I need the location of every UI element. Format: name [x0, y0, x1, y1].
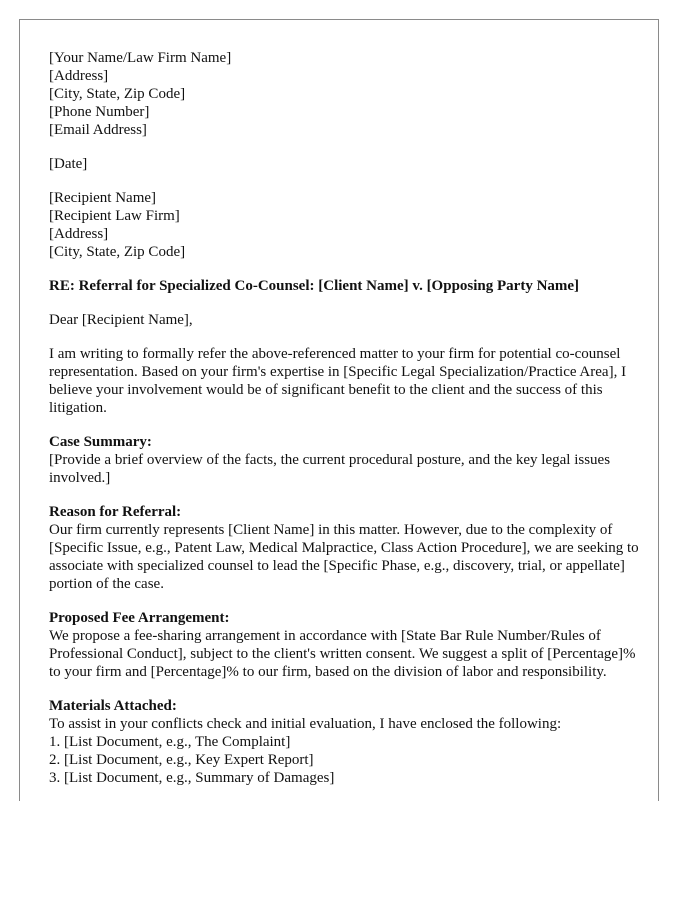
section-fee-arrangement	[49, 609, 639, 681]
section-body: [Provide a brief overview of the facts, the current procedural posture, and the key legal issues involved.]	[49, 452, 611, 486]
section-reason-for-referral	[49, 503, 639, 593]
sender-address: [Address]	[49, 68, 109, 84]
letter-page	[19, 19, 659, 801]
letter-content	[49, 49, 639, 801]
list-item: 1. [List Document, e.g., The Complaint]	[49, 734, 291, 750]
recipient-block	[49, 189, 639, 261]
section-heading: Case Summary:	[49, 434, 152, 450]
recipient-firm: [Recipient Law Firm]	[49, 208, 180, 224]
sender-phone: [Phone Number]	[49, 104, 150, 120]
section-heading: Reason for Referral:	[49, 504, 182, 520]
section-heading: Materials Attached:	[49, 698, 177, 714]
sender-name: [Your Name/Law Firm Name]	[49, 50, 232, 66]
section-materials-attached	[49, 697, 639, 787]
subject-line: RE: Referral for Specialized Co-Counsel: [Client Name] v. [Opposing Party Name]	[49, 278, 580, 294]
section-case-summary	[49, 433, 639, 487]
date-block	[49, 155, 639, 173]
recipient-name: [Recipient Name]	[49, 190, 157, 206]
section-heading: Proposed Fee Arrangement:	[49, 610, 230, 626]
sender-email: [Email Address]	[49, 122, 147, 138]
sender-block	[49, 49, 639, 139]
section-body: Our firm currently represents [Client Name] in this matter. However, due to the complexity of [Specific Issue, e.g., Patent Law, Medical Malpractice, Class Action Procedure], we are seeking to associate with specialized counsel to lead the [Specific Phase, e.g., discovery, trial, or appellate] portion of the case.	[49, 522, 639, 592]
materials-intro: To assist in your conflicts check and initial evaluation, I have enclosed the following:	[49, 716, 562, 732]
sender-city: [City, State, Zip Code]	[49, 86, 186, 102]
list-item: 3. [List Document, e.g., Summary of Damages]	[49, 770, 335, 786]
list-item: 2. [List Document, e.g., Key Expert Report]	[49, 752, 314, 768]
recipient-address: [Address]	[49, 226, 109, 242]
letter-date: [Date]	[49, 156, 88, 172]
salutation: Dear [Recipient Name],	[49, 312, 193, 328]
recipient-city: [City, State, Zip Code]	[49, 244, 186, 260]
intro-paragraph: I am writing to formally refer the above-referenced matter to your firm for potential co-counsel representation. Based on your firm's expertise in [Specific Legal Specialization/Practice Area], I believe your involvement would be of significant benefit to the client and the success of this litigation.	[49, 346, 627, 416]
section-body: We propose a fee-sharing arrangement in accordance with [State Bar Rule Number/Rules of Professional Conduct], subject to the client's written consent. We suggest a split of [Percentage]% to your firm and [Percentage]% to our firm, based on the division of labor and responsibility.	[49, 628, 636, 680]
